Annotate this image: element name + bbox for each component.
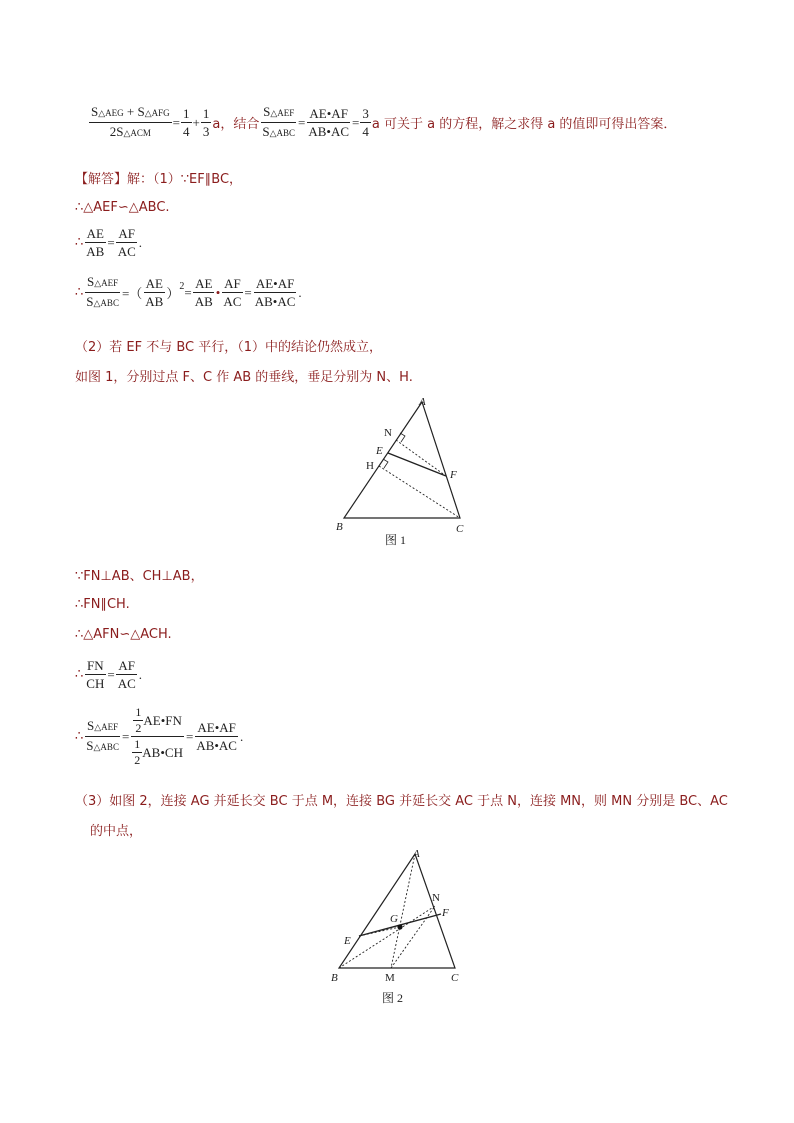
triangle-abc-2 [339,854,455,968]
ratio-equation-4: ∴ $\frac{\text{S△AEF}}{\text{S△ABC}}$ = $\frac{1}{2}$ AE•FN $\frac{1}{2}$ AB•CH = $\frac{AE•AF}{AB•AC}$ . [75,705,244,767]
fraction-one-quarter: $\frac{1}{4}$ [183,106,190,139]
triangle-abc [344,402,460,518]
segment-ch-dotted [379,466,460,518]
segment-fn-dotted [396,440,446,476]
label-e-2: E [344,935,351,947]
fraction-area-ratio: $\frac{\text{S△AEF}}{\text{S△ABC}}$ [262,104,295,139]
label-h: H [366,460,374,472]
label-f: F [450,469,457,481]
fraction-one-third: $\frac{1}{3}$ [202,106,210,139]
label-f-2: F [442,907,449,919]
figure-1-caption: 图 1 [385,533,407,547]
perpendicular-statement: ∵FN⊥AB、CH⊥AB， [75,569,204,584]
label-n: N [384,427,392,439]
part2-statement: （2）若 EF 不与 BC 平行，（1）中的结论仍然成立， [75,340,383,355]
analysis-line: $\frac{\text{S△AEG + S△AFG}}{\text{2S△ACM}}$ = $\frac{1}{4}$ + $\frac{1}{3}$ a，结合 $\frac{\text{S△AEF}}{\text{S△ABC}}$ = $\frac{AE•AF}{AB•AC}$ = $\frac{3}{4}$ a 可关于 a 的方程，解之求得 a 的值即可得出答案． [91,104,677,139]
fraction-half-areas: $\frac{1}{2}$ AE•FN $\frac{1}{2}$ AB•CH [130,706,185,767]
label-a-2: A [413,848,420,860]
label-a: A [419,396,426,408]
label-n-2: N [432,892,440,904]
label-g: G [390,913,398,925]
fraction-three-quarters: $\frac{3}{4}$ [362,106,369,139]
similar-statement-2: ∴△AFN∽△ACH. [75,627,172,642]
fraction-area-sum: $\frac{\text{S△AEG + S△AFG}}{\text{2S△ACM}}$ [91,104,170,139]
figure-2-caption: 图 2 [382,991,404,1005]
label-c-2: C [451,972,459,984]
label-c: C [456,523,464,535]
parallel-statement: ∴FN∥CH. [75,597,130,612]
figure-1 [330,392,480,552]
label-m: M [385,972,395,984]
part2-construction: 如图 1，分别过点 F、C 作 AB 的垂线，垂足分别为 N、H. [75,370,413,385]
point-g [397,924,402,929]
fraction-product-ratio: $\frac{AE•AF}{AB•AC}$ [308,106,350,139]
segment-bn-dotted [339,906,435,968]
part3-statement: （3）如图 2，连接 AG 并延长交 BC 于点 M，连接 BG 并延长交 AC 于点 N，连接 MN，则 MN 分别是 BC、AC [75,794,728,809]
ratio-equation-3: ∴ $\frac{FN}{CH}$ = $\frac{AF}{AC}$ . [75,658,142,691]
ratio-equation-1: ∴ $\frac{AE}{AB}$ = $\frac{AF}{AC}$ . [75,226,142,259]
similar-statement-1: ∴△AEF∽△ABC. [75,200,170,215]
label-e: E [376,445,383,457]
segment-ef [388,453,446,476]
answer-heading: 【解答】解：（1）∵EF∥BC， [75,172,243,187]
label-b: B [336,521,343,533]
part3-statement-cont: 的中点， [90,824,143,839]
right-angle-mark-h [383,459,388,468]
ratio-equation-2: ∴ $\frac{\text{S△AEF}}{\text{S△ABC}}$ =（ $\frac{AE}{AB}$ ） 2 = $\frac{AE}{AB}$ • $\frac{AF}{AC}$ = $\frac{AE•AF}{AB•AC}$ . [75,274,302,309]
figure-2 [325,844,475,994]
label-b-2: B [331,972,338,984]
